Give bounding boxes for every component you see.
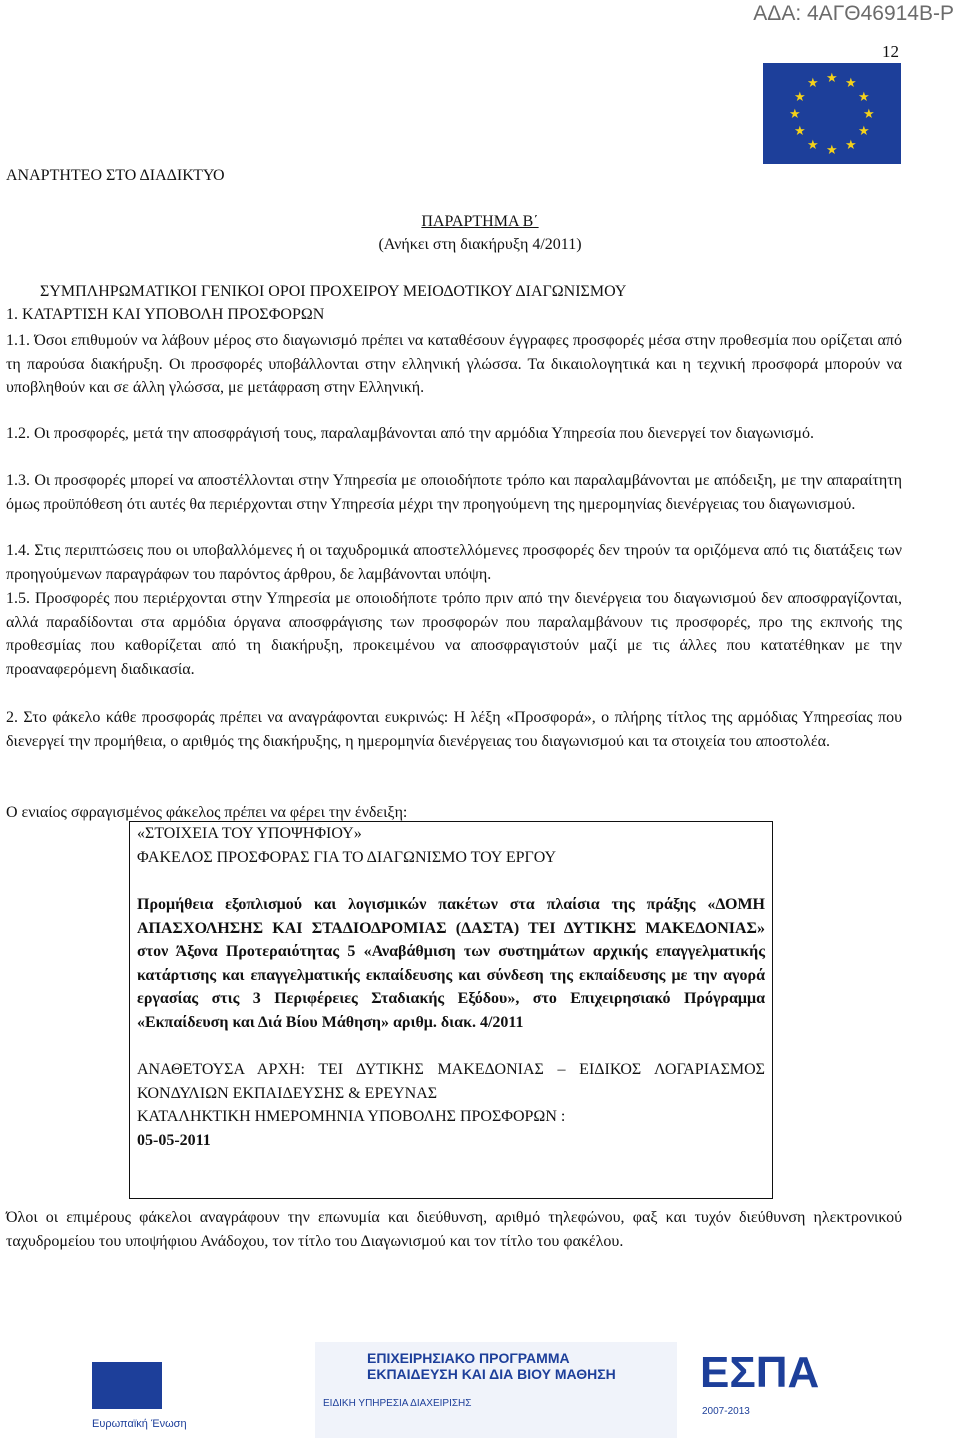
footer-logos: [92, 1340, 922, 1444]
programme-line-1: ΕΠΙΧΕΙΡΗΣΙΑΚΟ ΠΡΟΓΡΑΜΜΑ: [367, 1350, 570, 1366]
deadline-label: ΚΑΤΑΛΗΚΤΙΚΗ ΗΜΕΡΟΜΗΝΙΑ ΥΠΟΒΟΛΗΣ ΠΡΟΣΦΟΡΩΝ :: [137, 1108, 566, 1125]
project-description: Προμήθεια εξοπλισμού και λογισμικών πακέτων στα πλαίσια της πράξης «ΔΟΜΗ ΑΠΑΣΧΟΛΗΣΗΣ ΚΑΙ ΣΤΑΔΙΟΔΡΟΜΙΑΣ (ΔΑΣΤΑ) ΤΕΙ ΔΥΤΙΚΗΣ ΜΑΚΕΔΟΝΙΑΣ» στον Άξονα Προτεραιότητας 5 «Αναβάθμιση των συστημάτων αρχικής επαγγελματικής κατάρτισης και επαγγελματικής εκπαίδευσης και σύνδεση της εκπαίδευσης με την αγορά εργασίας στις 3 Περιφέρειες Σταδιακής Εξόδου», στο Επιχειρησιακό Πρόγραμμα «Εκπαίδευση και Διά Βίου Μάθηση» αριθμ. διακ. 4/2011: [137, 896, 765, 1031]
closing-paragraph: Όλοι οι επιμέρους φάκελοι αναγράφουν την επωνυμία και διεύθυνση, αριθμό τηλεφώνου, φαξ και τυχόν διεύθυνση ηλεκτρονικού ταχυδρομείου του υποψήφιου Ανάδοχου, τον τίτλο του Διαγωνισμού και τον τίτλο του φακέλου.: [6, 1209, 902, 1250]
envelope-title-line: ΦΑΚΕΛΟΣ ΠΡΟΣΦΟΡΑΣ ΓΙΑ ΤΟ ΔΙΑΓΩΝΙΣΜΟ ΤΟΥ ΕΡΓΟΥ: [137, 848, 557, 866]
deadline-date: 05-05-2011: [137, 1131, 211, 1149]
ada-code: ΑΔΑ: 4ΑΓΘ46914Β-Ρ: [753, 2, 954, 25]
operational-programme-logo: [315, 1342, 677, 1438]
envelope-intro: Ο ενιαίος σφραγισμένος φάκελος πρέπει να φέρει την ένδειξη:: [6, 804, 408, 821]
paragraph-1-2: 1.2. Οι προσφορές, μετά την αποσφράγισή τους, παραλαμβάνονται από την αρμόδια Υπηρεσία που διενεργεί τον διαγωνισμό.: [6, 425, 814, 442]
eu-flag-icon: ★ ★ ★ ★ ★ ★ ★ ★ ★ ★ ★ ★: [763, 63, 901, 164]
paragraph-1-1: 1.1. Όσοι επιθυμούν να λάβουν μέρος στο διαγωνισμό πρέπει να καταθέσουν έγγραφες προσφορές μέσα στην προθεσμία που ορίζεται από τη παρούσα διακήρυξη. Οι προσφορές υποβάλλονται στην ελληνική γλώσσα. Τα δικαιολογητικά και η τεχνική προσφορά μπορούν να υποβληθούν και σε άλλη γλώσσα, με μετάφραση στην Ελληνική.: [6, 332, 902, 396]
paragraph-1-5: 1.5. Προσφορές που περιέρχονται στην Υπηρεσία με οποιοδήποτε τρόπο πριν από την διενέργεια του διαγωνισμού δεν αποσφραγίζονται, αλλά παραδίδονται στα αρμόδια όργανα αποσφράγισης των προσφορών που παραλαμβάνουν τις προσφορές, προ της εκπνοής της προθεσμίας που καθορίζεται από τη διακήρυξη, προκειμένου να αποσφραγιστούν μαζί με τις άλλες που κατατέθηκαν με την προαναφερόμενη διαδικασία.: [6, 590, 902, 678]
paragraph-1-3: 1.3. Οι προσφορές μπορεί να αποστέλλονται στην Υπηρεσία με οποιοδήποτε τρόπο και παραλαμβάνονται με απόδειξη, με την απαραίτητη όμως προϋπόθεση ότι αυτές θα περιέρχονται στην Υπηρεσία μέχρι την προηγούμενη της ημερομηνίας διενέργειας του διαγωνισμού.: [6, 472, 902, 513]
posted-online-note: ΑΝΑΡΤΗΤΕΟ ΣΤΟ ΔΙΑΔΙΚΤΥΟ: [6, 167, 225, 184]
paragraph-1-4: 1.4. Στις περιπτώσεις που οι υποβαλλόμενες ή οι ταχυδρομικά αποστελλόμενες προσφορές δεν τηρούν τα οριζόμενα από τις διατάξεις των προηγούμενων παραγράφων του παρόντος άρθρου, δε λαμβάνονται υπόψη.: [6, 542, 902, 583]
envelope-label-box: [129, 821, 773, 1199]
terms-heading: ΣΥΜΠΛΗΡΩΜΑΤΙΚΟΙ ΓΕΝΙΚΟΙ ΟΡΟΙ ΠΡΟΧΕΙΡΟΥ ΜΕΙΟΔΟΤΙΚΟΥ ΔΙΑΓΩΝΙΣΜΟΥ: [40, 283, 627, 300]
eu-logo-text: Ευρωπαϊκή Ένωση: [92, 1418, 187, 1430]
espa-logo-text: ΕΣΠΑ: [700, 1348, 820, 1397]
contracting-authority: ΑΝΑΘΕΤΟΥΣΑ ΑΡΧΗ: ΤΕΙ ΔΥΤΙΚΗΣ ΜΑΚΕΔΟΝΙΑΣ – ΕΙΔΙΚΟΣ ΛΟΓΑΡΙΑΣΜΟΣ ΚΟΝΔΥΛΙΩΝ ΕΚΠΑΙΔΕΥΣΗΣ & ΕΡΕΥΝΑΣ: [137, 1061, 765, 1102]
eu-logo-icon: [92, 1362, 162, 1409]
programme-line-3: ΕΙΔΙΚΗ ΥΠΗΡΕΣΙΑ ΔΙΑΧΕΙΡΙΣΗΣ: [323, 1398, 472, 1409]
annex-title: ΠΑΡΑΡΤΗΜΑ Β΄: [421, 213, 539, 230]
paragraph-2: 2. Στο φάκελο κάθε προσφοράς πρέπει να αναγράφονται ευκρινώς: Η λέξη «Προσφορά», ο πλήρης τίτλος της αρμόδιας Υπηρεσίας που διενεργεί την προμήθεια, ο αριθμός της διακήρυξης, η ημερομηνία διενέργειας του διαγωνισμού και τα στοιχεία του αποστολέα.: [6, 709, 902, 750]
annex-subtitle: (Ανήκει στη διακήρυξη 4/2011): [378, 236, 582, 253]
page-number: 12: [882, 42, 899, 61]
section-1-heading: 1. ΚΑΤΑΡΤΙΣΗ ΚΑΙ ΥΠΟΒΟΛΗ ΠΡΟΣΦΟΡΩΝ: [6, 306, 325, 323]
candidate-details-line: «ΣΤΟΙΧΕΙΑ ΤΟΥ ΥΠΟΨΗΦΙΟΥ»: [137, 825, 362, 842]
espa-years: 2007-2013: [702, 1406, 750, 1417]
programme-line-2: ΕΚΠΑΙΔΕΥΣΗ ΚΑΙ ΔΙΑ ΒΙΟΥ ΜΑΘΗΣΗ: [367, 1366, 616, 1382]
